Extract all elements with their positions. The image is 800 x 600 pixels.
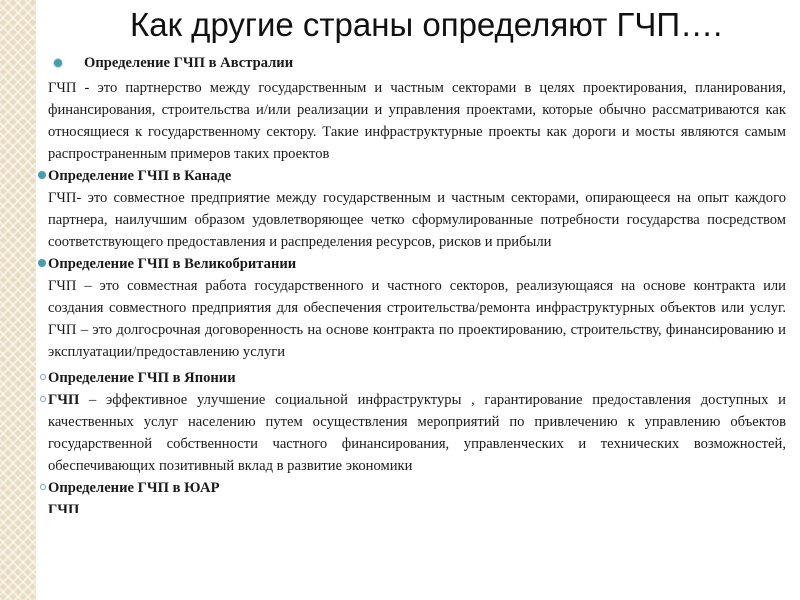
section-text-canada: ГЧП- это совместное предприятие между государственным и частным секторами, опирающееся на опыт каждого партнера, наилучшим образом удовлетворяющее четко сформулированные потребности государства посредством соответствующего предоставления и распределения ресурсов, рисков и прибыли xyxy=(48,190,786,250)
text-lead: ГЧП xyxy=(48,502,80,513)
section-text-australia: ГЧП - это партнерство между государственным и частным секторами в целях проектирования, планирования, финансирования, строительства и/или реализации и управления проектами, которые обычно рассматриваются как относящиеся к государственному сектору. Такие инфраструктурные проекты как дороги и мосты являются самым распространенным примеров таких проектов xyxy=(48,80,786,162)
section-heading-canada xyxy=(48,165,786,187)
bullet-ring-icon xyxy=(40,484,46,490)
bullet-ring-icon xyxy=(40,396,46,402)
bullet-icon xyxy=(38,259,46,267)
heading-text: Определение ГЧП в Японии xyxy=(48,370,236,386)
bullet-icon xyxy=(38,171,46,179)
text-body: – эффективное улучшение социальной инфраструктуры , гарантирование предоставления доступных и качественных услуг населению путем осуществления мероприятий по привлечению к управлению объектов государственной собственности частного финансирования, управленческих и технических возможностей, обеспечивающих позитивный вклад в развитие экономики xyxy=(48,392,786,474)
slide-content xyxy=(48,52,786,513)
slide-title: Как другие страны определяют ГЧП…. xyxy=(130,6,723,43)
bullet-ring-icon xyxy=(40,374,46,380)
section-heading-australia xyxy=(48,52,786,74)
section-heading-uk xyxy=(48,253,786,275)
text-lead: ГЧП xyxy=(48,392,80,408)
heading-text: Определение ГЧП в Великобритании xyxy=(48,256,297,272)
bullet-icon xyxy=(54,59,62,67)
section-text-uk: ГЧП – это совместная работа государственного и частного секторов, реализующаяся на основе контракта или создания совместного предприятия для обеспечения строительства/ремонта инфраструктурных объектов или услуг. ГЧП – это долгосрочная договоренность на основе контракта по проектированию, строительству, финансированию и xyxy=(48,278,786,338)
section-text-japan xyxy=(48,389,786,477)
section-text-uk-tail: эксплуатации/предоставлению услуги xyxy=(48,344,286,360)
decorative-side-stripe xyxy=(0,0,36,600)
heading-text: Определение ГЧП в ЮАР xyxy=(48,480,220,496)
section-text-south-africa xyxy=(48,499,786,513)
section-heading-japan xyxy=(48,367,786,389)
section-heading-south-africa xyxy=(48,477,786,499)
heading-text: Определение ГЧП в Австралии xyxy=(84,55,294,71)
heading-text: Определение ГЧП в Канаде xyxy=(48,168,232,184)
